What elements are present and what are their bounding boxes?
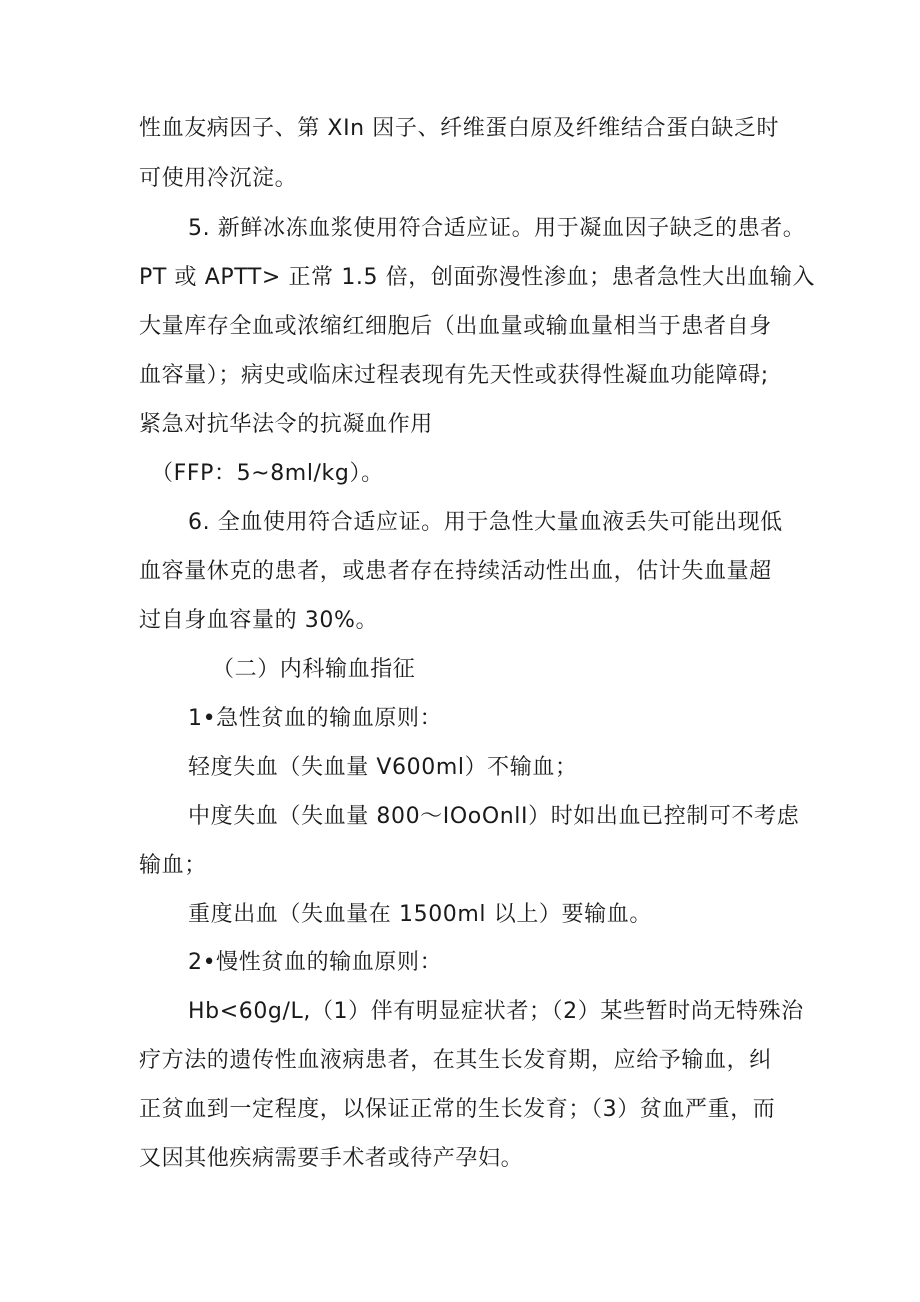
text-line: 可使用冷沉淀。 [139, 166, 298, 191]
text-line: 正贫血到一定程度，以保证正常的生长发育；（3）贫血严重，而 [139, 1097, 776, 1122]
text-line: 又因其他疾病需要手术者或待产孕妇。 [139, 1146, 524, 1171]
text-line: Hb<60g/L,（1）伴有明显症状者；（2）某些暂时尚无特殊治 [188, 999, 804, 1024]
paragraph-5-line: 5. 新鲜冰冻血浆使用符合适应证。用于凝血因子缺乏的患者。 [188, 216, 806, 241]
text-line: 重度出血（失血量在 1500ml 以上）要输血。 [188, 902, 652, 927]
subsection-heading: 2•慢性贫血的输血原则： [188, 950, 443, 975]
text-line: 过自身血容量的 30%。 [139, 608, 379, 633]
text-line: 大量库存全血或浓缩红细胞后（出血量或输血量相当于患者自身 [139, 314, 772, 339]
subsection-heading: 1•急性贫血的输血原则： [188, 706, 443, 731]
section-heading: （二）内科输血指征 [212, 657, 416, 682]
text-line: 中度失血（失血量 800〜IOoOnlI）时如出血已控制可不考虑 [188, 804, 800, 829]
text-line: 血容量）；病史或临床过程表现有先天性或获得性凝血功能障碍; [139, 363, 769, 388]
text-line: PT 或 APTT> 正常 1.5 倍，创面弥漫性渗血；患者急性大出血输入 [139, 265, 816, 290]
text-line: 输血； [139, 853, 207, 878]
text-line: 紧急对抗华法令的抗凝血作用 [139, 412, 433, 437]
text-line: 疗方法的遗传性血液病患者，在其生长发育期，应给予输血，纠 [139, 1048, 772, 1073]
text-line: 血容量休克的患者，或患者存在持续活动性出血，估计失血量超 [139, 559, 772, 584]
text-line: （FFP：5~8ml/kg）。 [151, 461, 384, 486]
paragraph-6-line: 6. 全血使用符合适应证。用于急性大量血液丢失可能出现低 [188, 510, 783, 535]
text-line: 性血友病因子、第 XIn 因子、纤维蛋白原及纤维结合蛋白缺乏时 [139, 116, 780, 141]
text-line: 轻度失血（失血量 V600ml）不输血； [188, 755, 578, 780]
